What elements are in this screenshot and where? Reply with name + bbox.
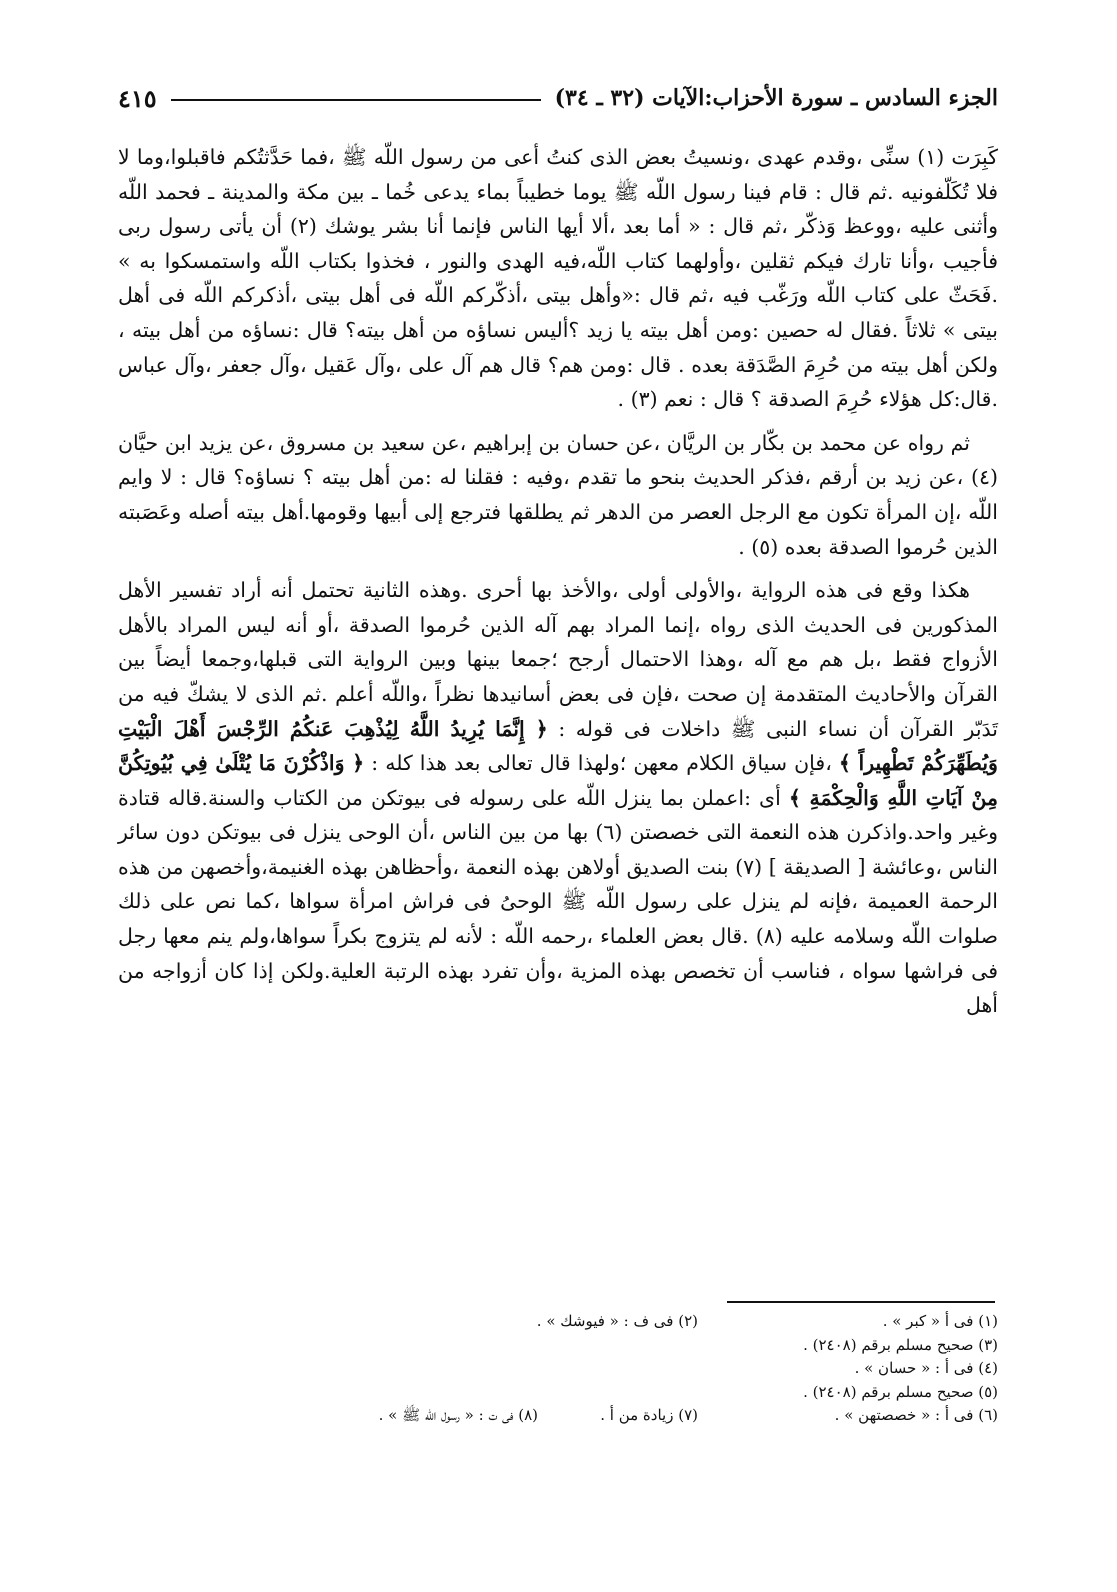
- paragraph-1: [118, 140, 998, 417]
- paragraph-3: [118, 573, 998, 1023]
- footnote-row: [118, 1310, 998, 1334]
- header-rule: [171, 99, 541, 101]
- footnote-4: (٤) فى أ : « حسان » .: [854, 1359, 998, 1377]
- footnote-row: [118, 1404, 998, 1428]
- footnote-6: (٦) فى أ : « خصصتهن » .: [834, 1406, 998, 1424]
- running-header: [118, 78, 998, 118]
- paragraph-2-text: ثم رواه عن محمد بن بكّار بن الريَّان ،عن حسان بن إبراهيم ،عن سعيد بن مسروق ،عن يزيد ابن حيَّان (٤) ،عن زيد بن أرقم ،فذكر الحديث بنحو ما تقدم ،وفيه : فقلنا له :من أهل بيته ؟ نساؤه؟ قال : لا وايم اللّه ،إن المرأة تكون مع الرجل العصر من الدهر ثم يطلقها فترجع إلى أبيها وقومها.أهل بيته أصله وعَصَبته الذين حُرموا الصدقة بعده (٥) .: [118, 430, 998, 559]
- footnotes: [118, 1310, 998, 1428]
- footnote-2: (٢) فى ف : « فيوشك » .: [536, 1312, 698, 1330]
- header-title: الجزء السادس ـ سورة الأحزاب:الآيات (٣٢ ـ ٣٤): [554, 85, 998, 111]
- main-text: [118, 140, 998, 1032]
- paragraph-2: [118, 426, 998, 564]
- footnote-row: [118, 1334, 998, 1358]
- paragraph-3-text-a: هكذا وقع فى هذه الرواية ،والأولى أولى ،والأخذ بها أحرى .وهذه الثانية تحتمل أنه أراد تفسير الأهل المذكورين فى الحديث الذى رواه ،إنما المراد بهم آله الذين حُرموا الصدقة ،أو أنه ليس المراد بالأهل الأزواج فقط ،بل هم مع آله ،وهذا الاحتمال أرجح ؛جمعا بينها وبين الرواية التى قبلها،وجمعا أيضاً بين القرآن والأحاديث المتقدمة إن صحت ،فإن فى بعض أسانيدها نظراً ،واللّه أعلم .ثم الذى لا يشكّ فيه من تَدَبّر القرآن أن نساء النبى ﷺ داخلات فى قوله :: [118, 578, 998, 741]
- footnote-separator: [727, 1301, 995, 1303]
- page-number: ٤١٥: [118, 83, 157, 113]
- footnote-row: [118, 1381, 998, 1405]
- quran-verse-1: ﴿ إِنَّمَا يُرِيدُ اللَّهُ لِيُذْهِبَ عَنكُمُ الرِّجْسَ أَهْلَ الْبَيْتِ وَيُطَهِّرَكُمْ تَطْهِيراً ﴾: [118, 716, 998, 776]
- paragraph-3-text-b: ،فإن سياق الكلام معهن ؛ولهذا قال تعالى بعد هذا كله :: [371, 751, 832, 776]
- footnote-7: (٧) زيادة من أ .: [600, 1406, 698, 1424]
- footnote-1: (١) فى أ « كبر » .: [882, 1312, 998, 1330]
- paragraph-1-text: كَبِرَت (١) سنِّى ،وقدم عهدى ،ونسيتُ بعض الذى كنتُ أعى من رسول اللّه ﷺ ،فما حَدَّثتُكم فاقبلوا،وما لا فلا تُكَلّفونيه .ثم قال : قام فينا رسول اللّه ﷺ يوما خطيباً بماء يدعى خُما ـ بين مكة والمدينة ـ فحمد اللّه وأثنى عليه ،ووعظ وَذكّر ،ثم قال : « أما بعد ،ألا أيها الناس فإنما أنا بشر يوشك (٢) أن يأتى رسول ربى فأجيب ،وأنا تارك فيكم ثقلين ،وأولهما كتاب اللّه،فيه الهدى والنور ، فخذوا بكتاب اللّه واستمسكوا به » .فَحَثّ على كتاب اللّه ورَغّب فيه ،ثم قال :«وأهل بيتى ،أذكّركم اللّه فى أهل بيتى ،أذكركم اللّه فى أهل بيتى » ثلاثاً .فقال له حصين :ومن أهل بيته يا زيد ؟أليس نساؤه من أهل بيته؟ قال :نساؤه من أهل بيته ، ولكن أهل بيته من حُرِمَ الصَّدَقة بعده . قال :ومن هم؟ قال هم آل على ،وآل عَقيل ،وآل جعفر ،وآل عباس .قال:كل هؤلاء حُرِمَ الصدقة ؟ قال : نعم (٣) .: [118, 145, 998, 412]
- footnote-5: (٥) صحيح مسلم برقم (٢٤٠٨) .: [803, 1382, 998, 1401]
- footnote-3: (٣) صحيح مسلم برقم (٢٤٠٨) .: [803, 1335, 998, 1354]
- footnote-row: [118, 1357, 998, 1381]
- quran-verse-2: ﴿ وَاذْكُرْنَ مَا يُتْلَىٰ فِي بُيُوتِكُنَّ مِنْ آيَاتِ اللَّهِ وَالْحِكْمَةِ ﴾: [118, 751, 998, 810]
- paragraph-3-text-c: أى :اعملن بما ينزل اللّه على رسوله فى بيوتكن من الكتاب والسنة.قاله قتادة وغير واحد.واذكرن هذه النعمة التى خصصتن (٦) بها من بين الناس ،أن الوحى ينزل فى بيوتكن دون سائر الناس ،وعائشة [ الصديقة ] (٧) بنت الصديق أولاهن بهذه النعمة ،وأحظاهن بهذه الغنيمة،وأخصهن من هذه الرحمة العميمة ،فإنه لم ينزل على رسول اللّه ﷺ الوحىُ فى فراش امرأة سواها ،كما نص على ذلك صلوات اللّه وسلامه عليه (٨) .قال بعض العلماء ،رحمه اللّه : لأنه لم يتزوج بكراً سواها،ولم ينم معها رجل فى فراشها سواه ، فناسب أن تخصص بهذه المزية ،وأن تفرد بهذه الرتبة العلية.ولكن إذا كان أزواجه من أهل: [118, 785, 998, 1018]
- footnote-8: (٨) فى ت : « رسول اللّه ﷺ » .: [378, 1406, 538, 1424]
